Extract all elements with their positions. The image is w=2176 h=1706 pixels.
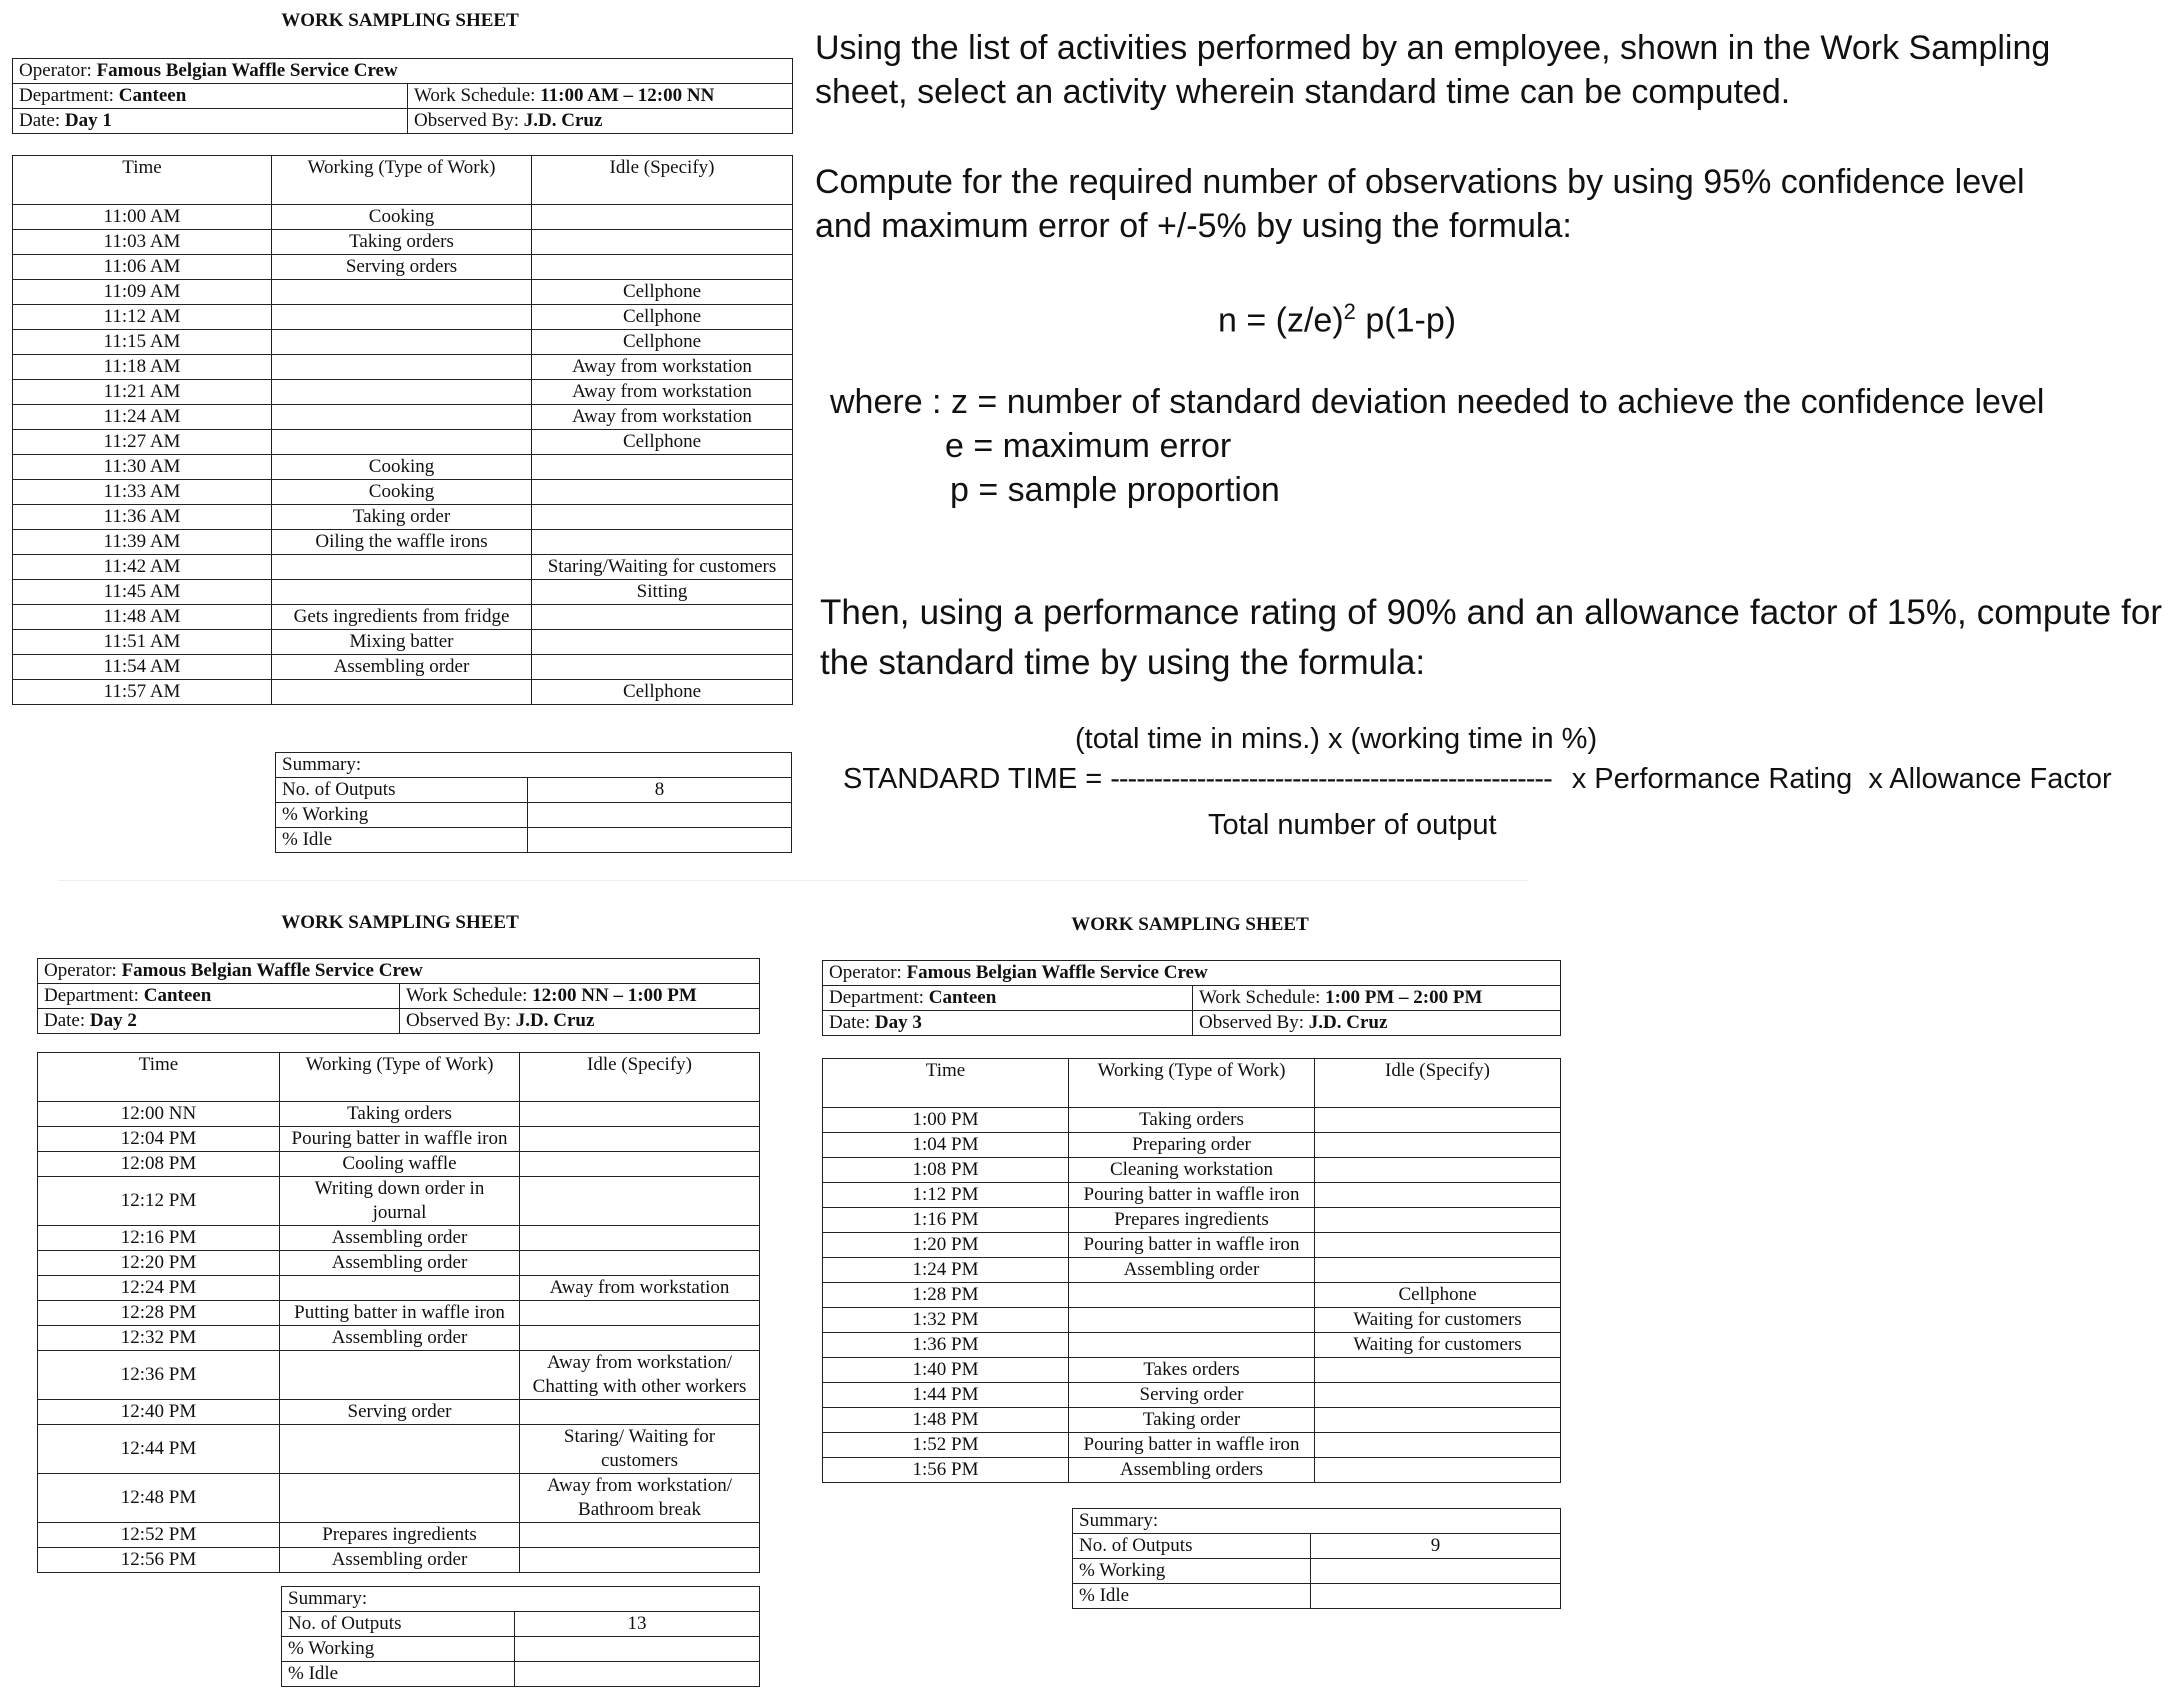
time-cell: 11:57 AM (13, 680, 272, 705)
idle-cell (520, 1301, 760, 1326)
table-row (13, 355, 793, 380)
time-cell: 11:15 AM (13, 330, 272, 355)
time-cell: 1:44 PM (823, 1383, 1069, 1408)
idle-label: % Idle (282, 1662, 515, 1687)
sheet3-summary (1072, 1508, 1561, 1609)
idle-label: % Idle (1073, 1584, 1311, 1609)
date-cell: Date: Day 1 (13, 109, 408, 134)
schedule-cell: Work Schedule: 1:00 PM – 2:00 PM (1193, 986, 1561, 1011)
idle-cell (1315, 1258, 1561, 1283)
table-row (13, 255, 793, 280)
idle-cell: Away from workstation/ Bathroom break (520, 1474, 760, 1523)
idle-cell (532, 230, 793, 255)
where-p: p = sample proportion (950, 471, 1280, 509)
idle-cell (532, 255, 793, 280)
working-cell (272, 430, 532, 455)
where-e: e = maximum error (945, 427, 1232, 465)
outputs-label: No. of Outputs (1073, 1534, 1311, 1559)
idle-cell (1315, 1433, 1561, 1458)
header-time: Time (38, 1053, 280, 1102)
working-cell: Gets ingredients from fridge (272, 605, 532, 630)
time-cell: 11:39 AM (13, 530, 272, 555)
idle-cell: Away from workstation (532, 380, 793, 405)
table-row (13, 430, 793, 455)
idle-cell: Cellphone (1315, 1283, 1561, 1308)
sheet3-title: WORK SAMPLING SHEET (1071, 914, 1309, 935)
header-time: Time (13, 156, 272, 205)
working-cell: Assembling order (280, 1326, 520, 1351)
sheet3-info (822, 960, 1561, 1036)
working-cell: Assembling order (280, 1251, 520, 1276)
working-cell (280, 1425, 520, 1474)
working-label: % Working (276, 803, 528, 828)
working-cell: Cooking (272, 205, 532, 230)
std-label: STANDARD TIME = (843, 763, 1111, 795)
table-row (823, 1408, 1561, 1433)
outputs-label: No. of Outputs (282, 1612, 515, 1637)
table-row (38, 1351, 760, 1400)
schedule-cell: Work Schedule: 11:00 AM – 12:00 NN (408, 84, 793, 109)
time-cell: 11:36 AM (13, 505, 272, 530)
operator-cell: Operator: Famous Belgian Waffle Service Crew (823, 961, 1561, 986)
idle-cell (1315, 1158, 1561, 1183)
working-cell: Preparing order (1069, 1133, 1315, 1158)
idle-cell (532, 605, 793, 630)
working-value (515, 1637, 760, 1662)
table-row (13, 630, 793, 655)
sheet2-summary (281, 1586, 760, 1687)
working-cell: Assembling order (280, 1226, 520, 1251)
time-cell: 11:45 AM (13, 580, 272, 605)
idle-cell: Away from workstation/ Chatting with other workers (520, 1351, 760, 1400)
formula-n-right: p(1-p) (1355, 301, 1457, 340)
time-cell: 1:00 PM (823, 1108, 1069, 1133)
table-row (823, 1108, 1561, 1133)
working-value (528, 803, 792, 828)
time-cell: 1:52 PM (823, 1433, 1069, 1458)
working-cell: Cooking (272, 455, 532, 480)
working-cell (272, 580, 532, 605)
idle-cell (532, 205, 793, 230)
working-cell: Serving order (1069, 1383, 1315, 1408)
time-cell: 11:00 AM (13, 205, 272, 230)
table-row (823, 1233, 1561, 1258)
formula-n (1218, 290, 1618, 342)
working-cell: Cleaning workstation (1069, 1158, 1315, 1183)
working-cell: Taking orders (1069, 1108, 1315, 1133)
std-formula-line (843, 760, 2163, 798)
date-cell: Date: Day 2 (38, 1009, 400, 1034)
time-cell: 11:42 AM (13, 555, 272, 580)
table-row (13, 305, 793, 330)
idle-cell: Cellphone (532, 680, 793, 705)
summary-label: Summary: (1073, 1509, 1561, 1534)
table-row (38, 1251, 760, 1276)
table-row (823, 1433, 1561, 1458)
time-cell: 12:44 PM (38, 1425, 280, 1474)
table-row (823, 1283, 1561, 1308)
idle-cell (532, 505, 793, 530)
table-row (13, 380, 793, 405)
operator-cell: Operator: Famous Belgian Waffle Service Crew (13, 59, 793, 84)
working-cell: Takes orders (1069, 1358, 1315, 1383)
time-cell: 12:36 PM (38, 1351, 280, 1400)
working-cell (272, 405, 532, 430)
department-cell: Department: Canteen (13, 84, 408, 109)
time-cell: 11:21 AM (13, 380, 272, 405)
department-cell: Department: Canteen (823, 986, 1193, 1011)
observer-cell: Observed By: J.D. Cruz (408, 109, 793, 134)
time-cell: 11:06 AM (13, 255, 272, 280)
table-row (13, 580, 793, 605)
time-cell: 11:24 AM (13, 405, 272, 430)
idle-cell (520, 1548, 760, 1573)
operator-cell: Operator: Famous Belgian Waffle Service Crew (38, 959, 760, 984)
time-cell: 11:54 AM (13, 655, 272, 680)
sheet2-title: WORK SAMPLING SHEET (281, 912, 519, 933)
header-idle: Idle (Specify) (520, 1053, 760, 1102)
table-row (13, 330, 793, 355)
working-value (1311, 1559, 1561, 1584)
working-cell: Writing down order in journal (280, 1177, 520, 1226)
header-working: Working (Type of Work) (1069, 1059, 1315, 1108)
working-cell: Putting batter in waffle iron (280, 1301, 520, 1326)
time-cell: 11:12 AM (13, 305, 272, 330)
working-label: % Working (1073, 1559, 1311, 1584)
time-cell: 12:40 PM (38, 1400, 280, 1425)
working-cell: Cooking (272, 480, 532, 505)
idle-cell: Sitting (532, 580, 793, 605)
table-row (38, 1177, 760, 1226)
idle-cell: Cellphone (532, 305, 793, 330)
working-cell (280, 1474, 520, 1523)
idle-cell: Away from workstation (532, 355, 793, 380)
table-row (13, 555, 793, 580)
table-row (823, 1383, 1561, 1408)
summary-label: Summary: (282, 1587, 760, 1612)
working-cell: Mixing batter (272, 630, 532, 655)
time-cell: 11:48 AM (13, 605, 272, 630)
divider-line (58, 880, 1528, 881)
table-row (13, 280, 793, 305)
working-cell (1069, 1333, 1315, 1358)
working-cell: Assembling order (1069, 1258, 1315, 1283)
sheet1-info (12, 58, 793, 134)
idle-cell (1315, 1408, 1561, 1433)
table-row (13, 605, 793, 630)
table-row (823, 1158, 1561, 1183)
department-cell: Department: Canteen (38, 984, 400, 1009)
sheet2-info (37, 958, 760, 1034)
idle-cell (532, 630, 793, 655)
working-cell: Prepares ingredients (280, 1523, 520, 1548)
instruction-para-3: Then, using a performance rating of 90% and an allowance factor of 15%, compute for the standard time by using the formula: (820, 593, 2162, 682)
time-cell: 11:18 AM (13, 355, 272, 380)
working-cell: Taking orders (272, 230, 532, 255)
idle-cell: Cellphone (532, 330, 793, 355)
std-numerator: (total time in mins.) x (working time in %) (1075, 723, 1598, 755)
time-cell: 12:08 PM (38, 1152, 280, 1177)
sheet1-table (12, 155, 793, 705)
instruction-para-2: Compute for the required number of observations by using 95% confidence level and maximum error of +/-5% by using the formula: (815, 163, 2025, 245)
working-cell: Pouring batter in waffle iron (1069, 1183, 1315, 1208)
time-cell: 12:16 PM (38, 1226, 280, 1251)
outputs-value: 9 (1311, 1534, 1561, 1559)
time-cell: 12:28 PM (38, 1301, 280, 1326)
idle-cell (532, 455, 793, 480)
table-row (13, 405, 793, 430)
table-row (823, 1133, 1561, 1158)
time-cell: 12:32 PM (38, 1326, 280, 1351)
table-row (823, 1258, 1561, 1283)
idle-cell: Away from workstation (520, 1276, 760, 1301)
time-cell: 11:30 AM (13, 455, 272, 480)
observer-cell: Observed By: J.D. Cruz (1193, 1011, 1561, 1036)
idle-cell: Cellphone (532, 430, 793, 455)
time-cell: 11:51 AM (13, 630, 272, 655)
table-row (13, 205, 793, 230)
time-cell: 1:12 PM (823, 1183, 1069, 1208)
table-row (823, 1308, 1561, 1333)
working-cell: Prepares ingredients (1069, 1208, 1315, 1233)
table-row (13, 505, 793, 530)
time-cell: 1:56 PM (823, 1458, 1069, 1483)
idle-cell (1315, 1383, 1561, 1408)
time-cell: 12:48 PM (38, 1474, 280, 1523)
idle-cell: Away from workstation (532, 405, 793, 430)
working-cell (272, 555, 532, 580)
idle-cell: Staring/ Waiting for customers (520, 1425, 760, 1474)
time-cell: 1:36 PM (823, 1333, 1069, 1358)
idle-cell (1315, 1208, 1561, 1233)
idle-cell (520, 1226, 760, 1251)
outputs-value: 13 (515, 1612, 760, 1637)
working-cell (272, 305, 532, 330)
idle-cell (532, 530, 793, 555)
time-cell: 1:16 PM (823, 1208, 1069, 1233)
working-cell (1069, 1283, 1315, 1308)
working-cell: Taking orders (280, 1102, 520, 1127)
time-cell: 1:08 PM (823, 1158, 1069, 1183)
table-row (13, 680, 793, 705)
std-dashes: --------------------------------------------------- (1110, 763, 1552, 795)
table-row (38, 1276, 760, 1301)
time-cell: 12:12 PM (38, 1177, 280, 1226)
instruction-para-1: Using the list of activities performed by an employee, shown in the Work Sampling sheet, select an activity wherein standard time can be computed. (815, 29, 2051, 111)
idle-cell (532, 655, 793, 680)
where-z: where : z = number of standard deviation needed to achieve the confidence level (830, 383, 2045, 421)
working-cell (280, 1276, 520, 1301)
working-cell: Taking order (272, 505, 532, 530)
table-row (38, 1400, 760, 1425)
date-cell: Date: Day 3 (823, 1011, 1193, 1036)
working-cell: Pouring batter in waffle iron (280, 1127, 520, 1152)
idle-cell (1315, 1358, 1561, 1383)
time-cell: 12:56 PM (38, 1548, 280, 1573)
header-time: Time (823, 1059, 1069, 1108)
header-idle: Idle (Specify) (532, 156, 793, 205)
idle-value (528, 828, 792, 853)
sheet1-title: WORK SAMPLING SHEET (281, 10, 519, 31)
table-row (38, 1226, 760, 1251)
working-cell: Oiling the waffle irons (272, 530, 532, 555)
idle-cell (1315, 1183, 1561, 1208)
idle-cell: Waiting for customers (1315, 1308, 1561, 1333)
idle-cell (520, 1102, 760, 1127)
idle-cell (520, 1523, 760, 1548)
idle-cell (520, 1127, 760, 1152)
idle-cell (520, 1177, 760, 1226)
working-cell (272, 330, 532, 355)
idle-cell: Staring/Waiting for customers (532, 555, 793, 580)
table-row (38, 1425, 760, 1474)
table-row (823, 1458, 1561, 1483)
table-row (13, 655, 793, 680)
idle-cell (532, 480, 793, 505)
header-working: Working (Type of Work) (280, 1053, 520, 1102)
table-row (823, 1333, 1561, 1358)
working-cell: Serving order (280, 1400, 520, 1425)
table-row (13, 230, 793, 255)
time-cell: 12:04 PM (38, 1127, 280, 1152)
working-cell (280, 1351, 520, 1400)
time-cell: 12:52 PM (38, 1523, 280, 1548)
working-cell: Assembling order (280, 1548, 520, 1573)
sheet2-table (37, 1052, 760, 1573)
table-row (13, 455, 793, 480)
table-row (13, 530, 793, 555)
observer-cell: Observed By: J.D. Cruz (400, 1009, 760, 1034)
idle-cell (1315, 1458, 1561, 1483)
std-denominator: Total number of output (1208, 809, 1497, 841)
std-tail: x Performance Rating x Allowance Factor (1571, 763, 2112, 795)
working-cell: Taking order (1069, 1408, 1315, 1433)
time-cell: 1:32 PM (823, 1308, 1069, 1333)
outputs-label: No. of Outputs (276, 778, 528, 803)
time-cell: 1:28 PM (823, 1283, 1069, 1308)
idle-label: % Idle (276, 828, 528, 853)
table-row (38, 1127, 760, 1152)
working-cell: Pouring batter in waffle iron (1069, 1233, 1315, 1258)
header-idle: Idle (Specify) (1315, 1059, 1561, 1108)
time-cell: 1:40 PM (823, 1358, 1069, 1383)
time-cell: 1:04 PM (823, 1133, 1069, 1158)
working-cell: Assembling orders (1069, 1458, 1315, 1483)
table-row (38, 1523, 760, 1548)
idle-value (515, 1662, 760, 1687)
working-cell: Pouring batter in waffle iron (1069, 1433, 1315, 1458)
working-cell: Assembling order (272, 655, 532, 680)
time-cell: 11:09 AM (13, 280, 272, 305)
idle-cell: Waiting for customers (1315, 1333, 1561, 1358)
time-cell: 1:48 PM (823, 1408, 1069, 1433)
formula-n-left: n = (z/e) (1218, 301, 1344, 340)
working-label: % Working (282, 1637, 515, 1662)
table-row (38, 1474, 760, 1523)
time-cell: 12:00 NN (38, 1102, 280, 1127)
summary-label: Summary: (276, 753, 792, 778)
time-cell: 11:03 AM (13, 230, 272, 255)
table-row (13, 480, 793, 505)
idle-cell: Cellphone (532, 280, 793, 305)
time-cell: 12:24 PM (38, 1276, 280, 1301)
idle-cell (520, 1251, 760, 1276)
idle-cell (520, 1400, 760, 1425)
idle-cell (520, 1152, 760, 1177)
sheet3-table (822, 1058, 1561, 1483)
idle-cell (1315, 1133, 1561, 1158)
working-cell: Cooling waffle (280, 1152, 520, 1177)
table-row (823, 1208, 1561, 1233)
time-cell: 1:24 PM (823, 1258, 1069, 1283)
working-cell (272, 355, 532, 380)
working-cell (1069, 1308, 1315, 1333)
schedule-cell: Work Schedule: 12:00 NN – 1:00 PM (400, 984, 760, 1009)
time-cell: 1:20 PM (823, 1233, 1069, 1258)
header-working: Working (Type of Work) (272, 156, 532, 205)
table-row (38, 1548, 760, 1573)
time-cell: 12:20 PM (38, 1251, 280, 1276)
table-row (38, 1102, 760, 1127)
time-cell: 11:33 AM (13, 480, 272, 505)
table-row (38, 1301, 760, 1326)
working-cell (272, 680, 532, 705)
table-row (823, 1183, 1561, 1208)
table-row (823, 1358, 1561, 1383)
table-row (38, 1152, 760, 1177)
working-cell (272, 280, 532, 305)
outputs-value: 8 (528, 778, 792, 803)
idle-cell (1315, 1233, 1561, 1258)
idle-cell (520, 1326, 760, 1351)
working-cell (272, 380, 532, 405)
working-cell: Serving orders (272, 255, 532, 280)
formula-n-exponent: 2 (1343, 299, 1356, 324)
idle-value (1311, 1584, 1561, 1609)
table-row (38, 1326, 760, 1351)
idle-cell (1315, 1108, 1561, 1133)
sheet1-summary (275, 752, 792, 853)
time-cell: 11:27 AM (13, 430, 272, 455)
